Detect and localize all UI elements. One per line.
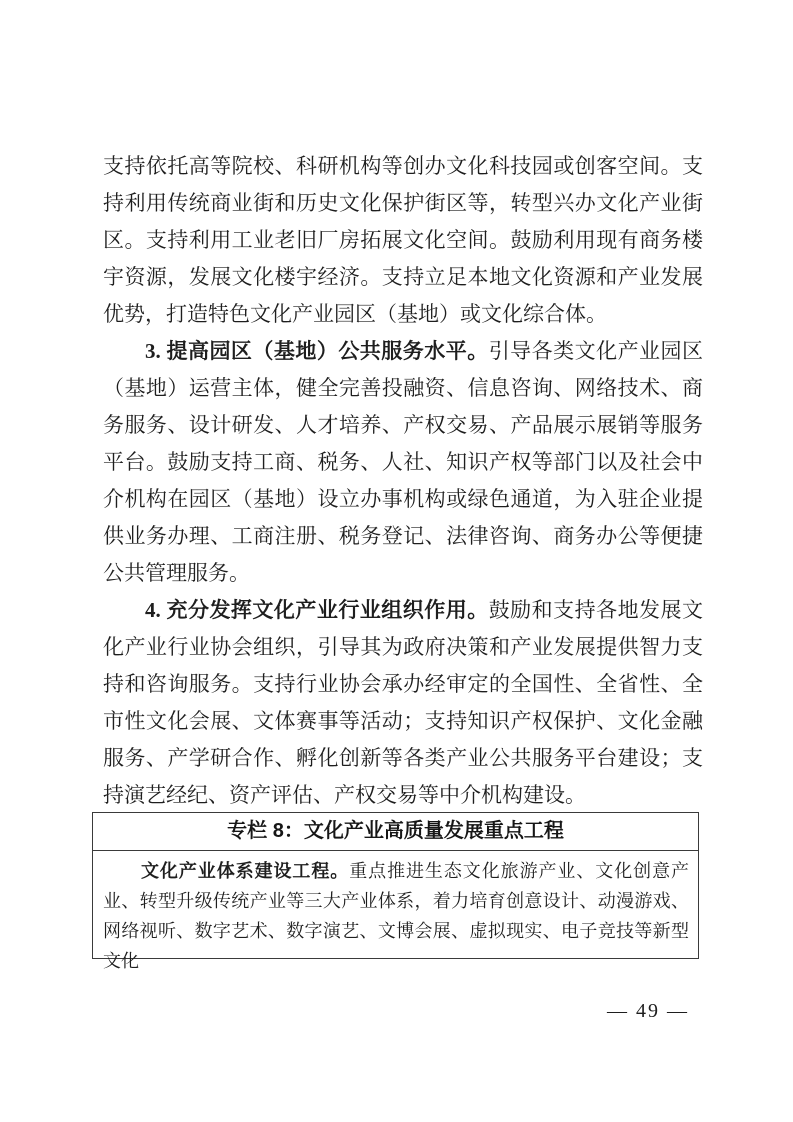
- paragraph-continuation-text: 支持依托高等院校、科研机构等创办文化科技园或创客空间。支持利用传统商业街和历史文化保护街区等，转型兴办文化产业街区。支持利用工业老旧厂房拓展文化空间。鼓励利用现有商务楼宇资源，发展文化楼宇经济。支持立足本地文化资源和产业发展优势，打造特色文化产业园区（基地）或文化综合体。: [103, 154, 703, 326]
- page-number-text: — 49 —: [607, 1000, 689, 1022]
- item-3-heading: 3. 提高园区（基地）公共服务水平。: [145, 339, 489, 363]
- item-3-text: 引导各类文化产业园区（基地）运营主体，健全完善投融资、信息咨询、网络技术、商务服务、设计研发、人才培养、产权交易、产品展示展销等服务平台。鼓励支持工商、税务、人社、知识产权等部门以及社会中介机构在园区（基地）设立办事机构或绿色通道，为入驻企业提供业务办理、工商注册、税务登记、法律咨询、商务办公等便捷公共管理服务。: [103, 339, 704, 585]
- paragraph-item-4: [103, 592, 703, 814]
- paragraph-item-3: [103, 333, 703, 592]
- panel-body: [93, 851, 698, 976]
- panel-title: [93, 813, 698, 851]
- body-text: [103, 148, 703, 814]
- item-4-text: 鼓励和支持各地发展文化产业行业协会组织，引导其为政府决策和产业发展提供智力支持和咨询服务。支持行业协会承办经审定的全国性、全省性、全市性文化会展、文体赛事等活动；支持知识产权保护、文化金融服务、产学研合作、孵化创新等各类产业公共服务平台建设；支持演艺经纪、资产评估、产权交易等中介机构建设。: [103, 598, 704, 807]
- panel-text: 重点推进生态文化旅游产业、文化创意产业、转型升级传统产业等三大产业体系，着力培育创意设计、动漫游戏、网络视听、数字艺术、数字演艺、文博会展、虚拟现实、电子竞技等新型文化: [103, 861, 690, 971]
- item-4-heading: 4. 充分发挥文化产业行业组织作用。: [145, 598, 489, 622]
- page-number: [607, 1000, 689, 1023]
- panel-lead: 文化产业体系建设工程。: [141, 861, 350, 881]
- highlight-panel: [92, 812, 699, 971]
- paragraph-continuation: [103, 148, 703, 333]
- panel-title-text: 专栏 8：文化产业高质量发展重点工程: [227, 820, 564, 842]
